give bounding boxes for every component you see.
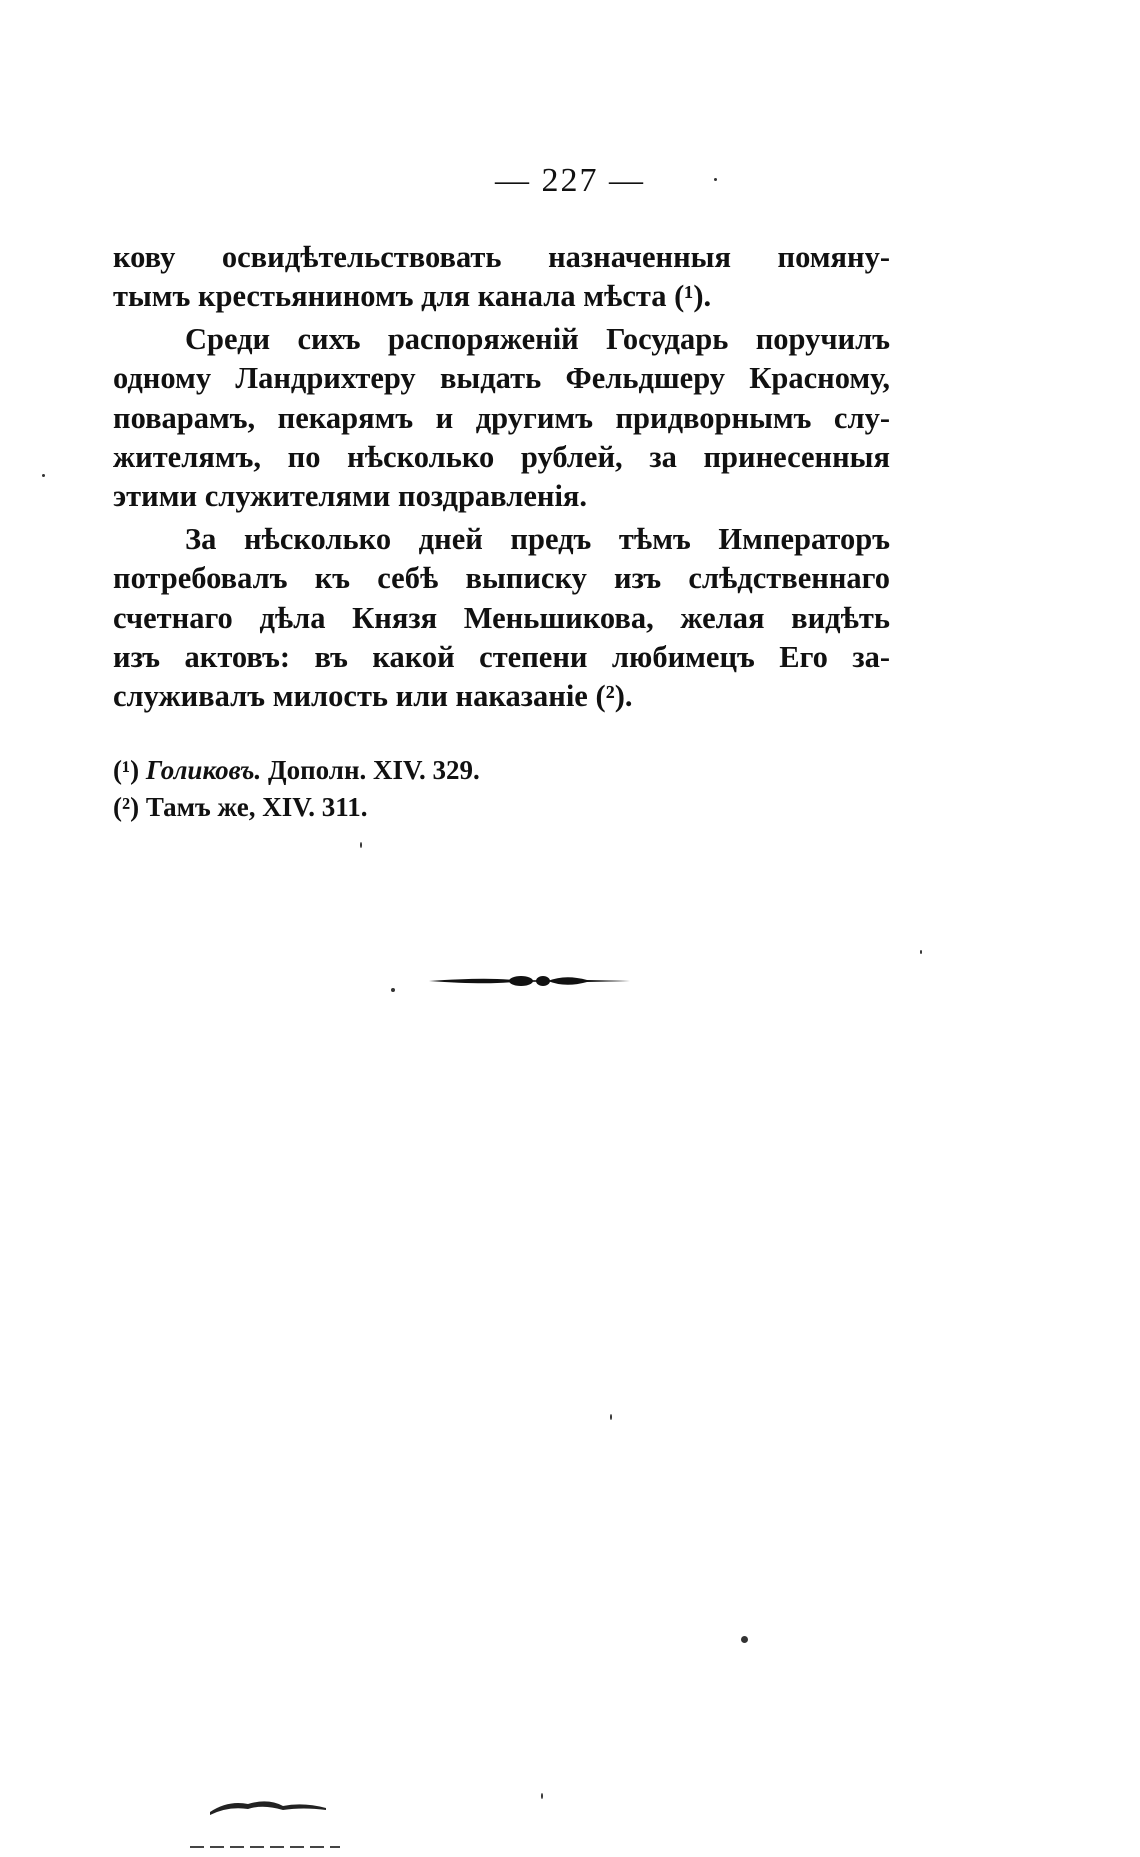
footnote-reference: Тамъ же, XIV. 311.	[145, 792, 368, 822]
scan-speck	[391, 988, 395, 992]
text-line: служивалъ милость или наказаніе (²).	[113, 679, 633, 714]
scan-speck	[920, 950, 922, 954]
paragraph-orders	[113, 320, 890, 516]
scan-smudge-icon	[208, 1790, 328, 1820]
scan-speck	[741, 1636, 748, 1643]
footnote-reference: Дополн. XIV. 329.	[268, 755, 480, 785]
text-line: тымъ крестьяниномъ для канала мѣста (¹).	[113, 279, 712, 314]
paragraph-continuation	[113, 238, 890, 317]
footnote-marker: (²)	[113, 792, 140, 822]
footnotes	[113, 752, 890, 826]
scan-edge-line	[190, 1846, 340, 1848]
scan-speck	[360, 842, 362, 848]
scan-speck	[610, 1414, 612, 1420]
footnote-2	[113, 789, 890, 826]
text-line: одному Ландрихтеру выдать Фельдшеру Красному,	[113, 361, 890, 396]
text-line: поварамъ, пекарямъ и другимъ придворнымъ слу-	[113, 400, 890, 435]
text-line: счетнаго дѣла Князя Меньшикова, желая видѣть	[113, 600, 890, 635]
text-line: кову освидѣтельствовать назначенныя помяну-	[113, 240, 890, 274]
footnote-marker: (¹)	[113, 755, 140, 785]
text-line: Среди сихъ распоряженій Государь поручилъ	[185, 322, 890, 356]
scan-speck	[714, 178, 717, 181]
paragraph-menshikov	[113, 520, 890, 716]
page-number: — 227 —	[495, 162, 645, 199]
scan-speck	[541, 1793, 543, 1799]
text-line: изъ актовъ: въ какой степени любимецъ Его за-	[113, 639, 890, 674]
footnote-1	[113, 752, 890, 789]
text-line: потребовалъ къ себѣ выписку изъ слѣдственнаго	[113, 561, 890, 596]
text-line: За нѣсколько дней предъ тѣмъ Императоръ	[185, 522, 890, 556]
tailpiece-ornament-icon	[425, 968, 630, 994]
footnote-author: Голиковъ.	[145, 755, 262, 785]
text-line: этими служителями поздравленія.	[113, 479, 588, 514]
scan-speck	[42, 474, 45, 477]
text-line: жителямъ, по нѣсколько рублей, за принесенныя	[113, 439, 890, 474]
